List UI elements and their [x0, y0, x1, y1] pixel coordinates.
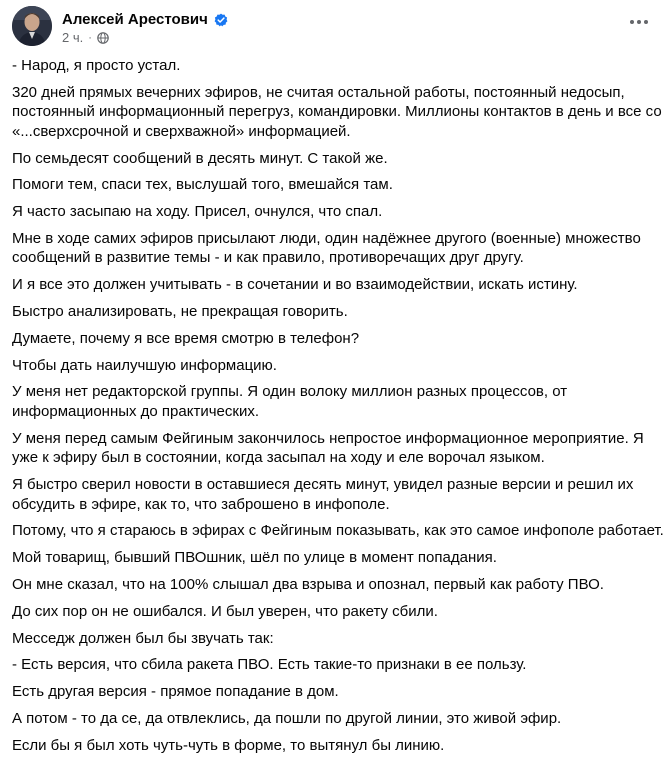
globe-icon[interactable]: [97, 32, 109, 44]
post-timestamp[interactable]: 2 ч.: [62, 30, 84, 45]
post-paragraph: Помоги тем, спаси тех, выслушай того, вмешайся там.: [12, 176, 393, 194]
post-paragraph: Потому, что я стараюсь в эфирах с Фейгиным показывать, как это самое инфополе работает.: [12, 522, 664, 540]
post-meta: [62, 30, 109, 45]
more-options-dot: [644, 20, 648, 24]
author-avatar[interactable]: [12, 6, 52, 46]
author-line: [62, 11, 228, 28]
meta-separator: ·: [88, 31, 92, 44]
post-paragraph: У меня перед самым Фейгиным закончилось непростое информационное мероприятие. Я уже к эфиру был в состоянии, когда засыпал на ходу и еле ворочал языком.: [12, 429, 644, 467]
post-paragraph: Месседж должен был бы звучать так:: [12, 629, 274, 647]
post-paragraph: 320 дней прямых вечерних эфиров, не считая остальной работы, постоянный недосып, постоянный информационный перегруз, командировки. Миллионы контактов в день и все со «...сверхсрочной и сверхважной» информацией.: [12, 83, 662, 140]
post-paragraph: Чтобы дать наилучшую информацию.: [12, 356, 277, 374]
post-paragraph: Если бы я был хоть чуть-чуть в форме, то вытянул бы линию.: [12, 736, 445, 754]
more-options-button[interactable]: [623, 10, 655, 34]
post-body: [12, 56, 664, 763]
post-paragraph: Я быстро сверил новости в оставшиеся десять минут, увидел разные версии и решил их обсудить в эфире, как то, что заброшено в инфополе.: [12, 476, 634, 513]
post-paragraph: А потом - то да се, да отвлеклись, да пошли по другой линии, это живой эфир.: [12, 709, 562, 727]
avatar-photo-icon: [12, 6, 52, 46]
post-paragraph: - Есть версия, что сбила ракета ПВО. Есть такие-то признаки в ее пользу.: [12, 656, 527, 674]
post-paragraph: И я все это должен учитывать - в сочетании и во взаимодействии, искать истину.: [12, 276, 578, 294]
post-paragraph: Мой товарищ, бывший ПВОшник, шёл по улице в момент попадания.: [12, 549, 497, 567]
post-paragraph: До сих пор он не ошибался. И был уверен, что ракету сбили.: [12, 602, 438, 620]
post-paragraph: Быстро анализировать, не прекращая говорить.: [12, 303, 348, 321]
post-paragraph: Думаете, почему я все время смотрю в телефон?: [12, 329, 360, 347]
more-options-dot: [637, 20, 641, 24]
post-paragraph: - Народ, я просто устал.: [12, 57, 181, 74]
more-options-icon: [630, 20, 634, 24]
verified-badge-icon: [214, 13, 228, 27]
author-name[interactable]: Алексей Арестович: [62, 11, 208, 28]
post-header: [12, 6, 659, 48]
post-paragraph: Мне в ходе самих эфиров присылают люди, один надёжнее другого (военные) множество сообщений в развитие темы - и как правило, противоречащих друг другу.: [12, 229, 641, 267]
post-paragraph: Я часто засыпаю на ходу. Присел, очнулся, что спал.: [12, 203, 383, 221]
post-paragraph: У меня нет редакторской группы. Я один волоку миллион разных процессов, от информационных до практических.: [12, 383, 568, 420]
post-paragraph: Есть другая версия - прямое попадание в дом.: [12, 683, 339, 701]
post-paragraph: Он мне сказал, что на 100% слышал два взрыва и опознал, первый как работу ПВО.: [12, 575, 604, 593]
post-paragraph: По семьдесят сообщений в десять минут. С такой же.: [12, 149, 388, 167]
